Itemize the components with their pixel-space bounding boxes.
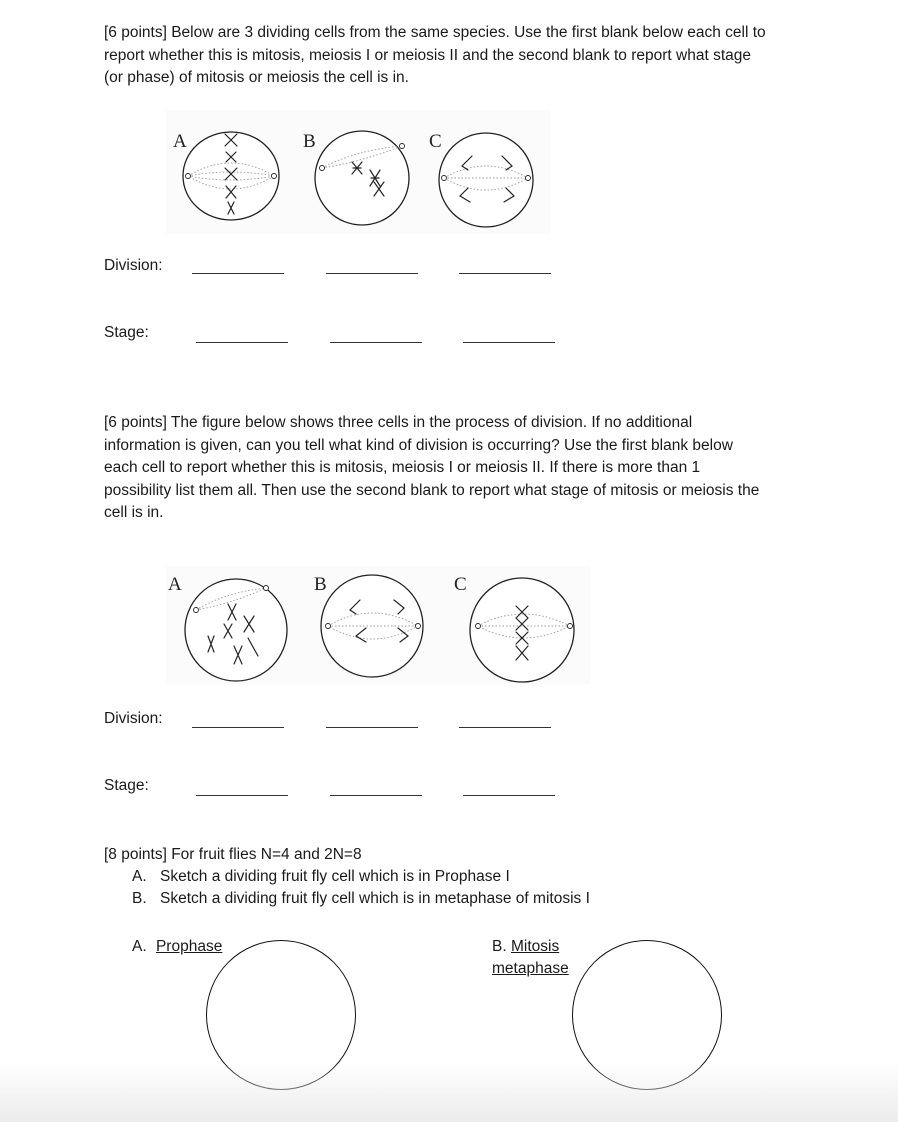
fig2-cell-a <box>185 579 287 681</box>
fig1-label-a: A <box>173 131 187 152</box>
q1-stage-blank-c[interactable] <box>463 342 555 343</box>
q3-item-b-text: Sketch a dividing fruit fly cell which is in metaphase of mitosis I <box>160 890 590 907</box>
figure-2-cells <box>166 566 590 684</box>
question-2-line: cell is in. <box>104 504 164 521</box>
question-2-line: each cell to report whether this is mitosis, meiosis I or meiosis II. If there is more than 1 <box>104 459 701 476</box>
q1-division-blank-a[interactable] <box>192 273 284 274</box>
fig1-cell-c <box>439 133 533 227</box>
q1-stage-blank-b[interactable] <box>330 342 422 343</box>
q1-division-blank-b[interactable] <box>326 273 418 274</box>
q2-division-label: Division: <box>104 710 163 727</box>
question-1-line: (or phase) of mitosis or meiosis the cell is in. <box>104 69 409 86</box>
fig2-cell-b <box>321 575 423 677</box>
question-1-line: report whether this is mitosis, meiosis I or meiosis II and the second blank to report what stage <box>104 46 751 64</box>
q2-division-blank-b[interactable] <box>326 727 418 728</box>
fig1-cell-a <box>183 132 279 220</box>
fig2-label-c: C <box>454 574 467 595</box>
q1-stage-label: Stage: <box>104 324 149 341</box>
answer-a-text: Prophase <box>155 938 223 955</box>
question-2-line: possibility list them all. Then use the second blank to report what stage of mitosis or meiosis the <box>104 481 760 499</box>
figure-1-cells <box>166 110 550 234</box>
q2-stage-blank-c[interactable] <box>463 795 555 796</box>
q2-stage-label: Stage: <box>104 777 149 794</box>
q1-division-blank-c[interactable] <box>459 273 551 274</box>
fig2-label-a: A <box>168 574 182 595</box>
fig2-label-b: B <box>314 574 327 595</box>
fig1-cell-b <box>315 131 409 225</box>
q3-item-a-text: Sketch a dividing fruit fly cell which is in Prophase I <box>160 868 510 885</box>
answer-b-line1: Mitosis <box>510 938 560 955</box>
fig2-cell-c <box>470 578 574 682</box>
q2-division-blank-c[interactable] <box>459 727 551 728</box>
question-3-intro: [8 points] For fruit flies N=4 and 2N=8 <box>104 846 362 863</box>
answer-a-marker: A. <box>132 938 147 955</box>
question-1-line: [6 points] Below are 3 dividing cells from the same species. Use the first blank below each cell to <box>104 24 766 41</box>
question-1-text <box>104 22 824 90</box>
q3-item-b-marker: B. <box>132 890 147 907</box>
page-bottom-shadow <box>0 1062 898 1122</box>
fig1-label-c: C <box>429 131 442 152</box>
q2-stage-blank-a[interactable] <box>196 795 288 796</box>
question-2-line: information is given, can you tell what kind of division is occurring? Use the first blank below <box>104 436 733 454</box>
answer-b-line2: metaphase <box>492 960 569 977</box>
q2-division-blank-a[interactable] <box>192 727 284 728</box>
question-2-line: [6 points] The figure below shows three cells in the process of division. If no additional <box>104 414 693 431</box>
answer-a-label <box>132 936 222 958</box>
answer-b-marker: B. <box>492 938 507 955</box>
q1-stage-blank-a[interactable] <box>196 342 288 343</box>
q2-stage-blank-b[interactable] <box>330 795 422 796</box>
answer-b-label <box>492 936 569 980</box>
q1-division-label: Division: <box>104 257 163 274</box>
q3-item-a-marker: A. <box>132 868 147 885</box>
fig1-label-b: B <box>303 131 316 152</box>
question-2-text <box>104 412 824 525</box>
